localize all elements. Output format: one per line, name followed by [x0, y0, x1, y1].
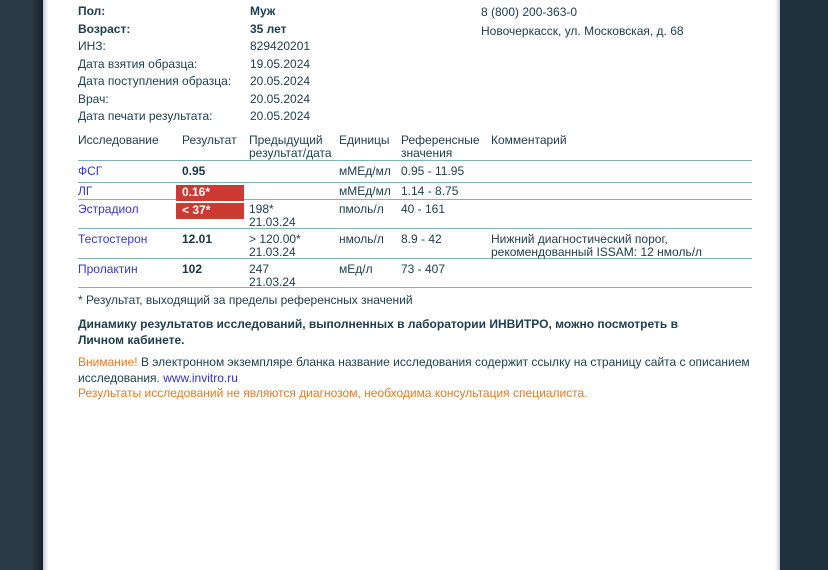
- reference-range: 40 - 161: [401, 202, 446, 216]
- test-name-link[interactable]: ФСГ: [78, 164, 103, 178]
- comment-cell: [491, 185, 752, 201]
- info-label: Дата печати результата:: [78, 109, 213, 123]
- result-value-flagged: [182, 203, 249, 229]
- info-value: 829420201: [250, 39, 311, 53]
- previous-value: 247: [249, 262, 270, 276]
- viewer-backdrop-right: [780, 0, 828, 570]
- table-row: [78, 161, 752, 183]
- disclaimer-text: Результаты исследований не являются диагнозом, необходима консультация специалиста.: [78, 386, 588, 400]
- col-header-comment: Комментарий: [491, 133, 567, 147]
- col-header-test: Исследование: [78, 133, 159, 147]
- previous-value: 198*: [249, 202, 274, 216]
- test-name-link[interactable]: Тестостерон: [78, 232, 148, 246]
- clinic-info-block: [481, 3, 684, 40]
- info-value: Муж: [250, 4, 276, 18]
- previous-date: 21.03.24: [249, 215, 296, 229]
- col-header-units: Единицы: [339, 133, 390, 147]
- result-value: 102: [182, 262, 203, 276]
- out-of-range-highlight: 0.16*: [176, 185, 244, 201]
- lab-report-page: [49, 0, 775, 570]
- results-table-header: [78, 132, 752, 161]
- attention-note: [78, 355, 778, 402]
- info-value: 35 лет: [250, 21, 287, 36]
- reference-range: 0.95 - 11.95: [401, 164, 465, 178]
- out-of-range-highlight: < 37*: [176, 203, 244, 219]
- info-label: ИНЗ:: [78, 39, 106, 53]
- previous-result: [249, 165, 339, 182]
- info-value: 20.05.2024: [250, 109, 311, 123]
- comment-cell: [491, 203, 752, 229]
- units-value: пмоль/л: [339, 202, 384, 216]
- info-label: Пол:: [78, 4, 106, 18]
- invitro-site-link[interactable]: www.invitro.ru: [163, 370, 238, 385]
- units-value: мЕд/л: [339, 262, 373, 276]
- comment-cell: [491, 165, 752, 182]
- result-value-flagged: [182, 185, 249, 201]
- info-label: Врач:: [78, 91, 109, 106]
- dynamics-line1: Динамику результатов исследований, выполненных в лаборатории ИНВИТРО, можно посмотреть в: [78, 317, 678, 331]
- reference-range: 73 - 407: [401, 262, 446, 276]
- table-row: [78, 200, 752, 229]
- viewer-backdrop-left: [0, 0, 43, 570]
- units-value: мМЕд/мл: [339, 184, 391, 198]
- table-row: [78, 229, 752, 259]
- previous-result: [249, 233, 339, 259]
- result-value: 0.95: [182, 164, 206, 178]
- info-label: Возраст:: [78, 21, 131, 36]
- attention-text: В электронном экземпляре бланка название исследования содержит ссылку на страницу сайта с описанием: [137, 355, 750, 369]
- previous-result: [249, 185, 339, 201]
- info-value: 20.05.2024: [250, 91, 311, 106]
- units-value: нмоль/л: [339, 232, 384, 246]
- asterisk-footnote: * Результат, выходящий за пределы референсных значений: [78, 293, 413, 307]
- dynamics-note: [78, 317, 754, 348]
- clinic-phone: 8 (800) 200-363-0: [481, 5, 578, 19]
- patient-info-block: [78, 3, 310, 126]
- units-value: мМЕд/мл: [339, 164, 391, 178]
- previous-date: 21.03.24: [249, 245, 296, 259]
- info-label: Дата поступления образца:: [78, 74, 232, 88]
- attention-text-2: исследования.: [78, 370, 164, 385]
- test-name-link[interactable]: Эстрадиол: [78, 202, 139, 216]
- col-header-previous: Предыдущий результат/дата: [249, 133, 332, 160]
- table-row: [78, 259, 752, 288]
- previous-value: > 120.00*: [249, 232, 301, 246]
- result-value: 12.01: [182, 232, 213, 246]
- previous-result: [249, 263, 339, 289]
- comment-cell: [491, 263, 752, 289]
- test-name-link[interactable]: ЛГ: [78, 184, 93, 198]
- clinic-address: Новочеркасск, ул. Московская, д. 68: [481, 23, 684, 38]
- col-header-reference: Референсные значения: [401, 133, 480, 160]
- reference-range: 1.14 - 8.75: [401, 184, 459, 198]
- comment-cell: Нижний диагностический порог, рекомендованный ISSAM: 12 нмоль/л: [491, 232, 703, 259]
- info-value: 20.05.2024: [250, 74, 311, 88]
- results-table: [78, 132, 752, 288]
- dynamics-line2: Личном кабинете.: [78, 332, 185, 347]
- attention-label: Внимание!: [78, 355, 138, 369]
- previous-date: 21.03.24: [249, 275, 296, 289]
- test-name-link[interactable]: Пролактин: [78, 262, 138, 276]
- previous-result: [249, 203, 339, 229]
- info-value: 19.05.2024: [250, 56, 311, 71]
- table-row: [78, 183, 752, 200]
- reference-range: 8.9 - 42: [401, 232, 442, 246]
- info-label: Дата взятия образца:: [78, 56, 198, 71]
- col-header-result: Результат: [182, 133, 237, 147]
